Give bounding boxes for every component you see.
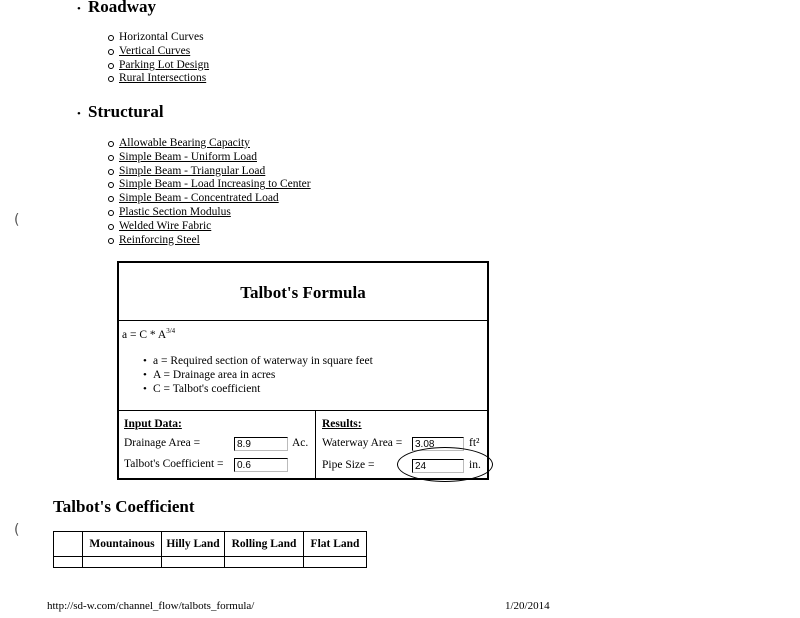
waterway-area-output: 3.08: [412, 437, 464, 451]
list-item[interactable]: [108, 151, 311, 165]
footer-date: 1/20/2014: [505, 600, 550, 612]
list-item[interactable]: [108, 192, 311, 206]
table-cell: [54, 557, 83, 568]
structural-list: [108, 137, 311, 247]
pipe-size-unit: in.: [469, 459, 481, 471]
bullet-icon: [108, 169, 114, 175]
column-header: [54, 532, 83, 557]
column-header: Rolling Land: [225, 532, 304, 557]
talbot-coefficient-input[interactable]: 0.6: [234, 458, 288, 472]
roadway-heading: Roadway: [88, 0, 157, 16]
list-item[interactable]: [108, 220, 311, 234]
drainage-area-label: Drainage Area =: [124, 437, 201, 449]
list-link[interactable]: Parking Lot Design: [119, 58, 210, 71]
table-cell: [304, 557, 367, 568]
bullet-icon: [108, 182, 114, 188]
list-link[interactable]: Welded Wire Fabric: [119, 219, 212, 232]
bullet-icon: [108, 238, 114, 244]
column-header: Flat Land: [304, 532, 367, 557]
bullet-icon: [108, 63, 114, 69]
drainage-area-input[interactable]: 8.9: [234, 437, 288, 451]
table-cell: [225, 557, 304, 568]
list-item[interactable]: [108, 45, 209, 59]
list-link[interactable]: Allowable Bearing Capacity: [119, 137, 250, 149]
bullet-icon: [108, 155, 114, 161]
footer-url: http://sd-w.com/channel_flow/talbots_formula/: [47, 600, 255, 612]
list-link[interactable]: Simple Beam - Triangular Load: [119, 164, 266, 177]
calculator-title: Talbot's Formula: [240, 283, 366, 302]
waterway-area-unit: ft²: [469, 437, 480, 449]
section-bullet: •: [77, 108, 81, 120]
formula-base: a = C * A: [122, 328, 167, 341]
talbot-coefficient-label: Talbot's Coefficient =: [124, 458, 224, 470]
bullet-icon: [108, 141, 114, 147]
coefficient-table: [53, 531, 367, 568]
divider: [119, 410, 487, 411]
bullet-icon: [108, 49, 114, 55]
bullet-icon: [108, 76, 114, 82]
bullet-icon: [108, 210, 114, 216]
divider: [315, 411, 316, 478]
scan-mark: (: [14, 212, 20, 228]
list-link[interactable]: Simple Beam - Concentrated Load: [119, 192, 279, 205]
scan-mark: (: [14, 522, 20, 538]
input-heading: Input Data:: [124, 418, 182, 430]
list-item[interactable]: [108, 206, 311, 220]
list-label: Horizontal Curves: [119, 31, 204, 43]
definitions-list: [143, 354, 373, 396]
results-heading: Results:: [322, 418, 362, 430]
list-item: [108, 31, 209, 45]
drainage-area-unit: Ac.: [292, 437, 309, 449]
list-item[interactable]: [108, 178, 311, 192]
list-item[interactable]: [108, 234, 311, 248]
structural-heading: Structural: [88, 102, 164, 121]
coefficient-heading: Talbot's Coefficient: [53, 497, 195, 516]
formula: [122, 327, 175, 341]
bullet-icon: [108, 35, 114, 41]
roadway-list: [108, 31, 209, 86]
definition-item: • C = Talbot's coefficient: [143, 382, 373, 396]
list-item[interactable]: [108, 137, 311, 151]
list-link[interactable]: Plastic Section Modulus: [119, 205, 231, 218]
bullet-icon: [108, 196, 114, 202]
list-item[interactable]: [108, 72, 209, 86]
list-link[interactable]: Rural Intersections: [119, 72, 207, 85]
pipe-size-label: Pipe Size =: [322, 459, 375, 471]
hand-drawn-circle: [397, 447, 493, 482]
bullet-icon: [108, 224, 114, 230]
waterway-area-label: Waterway Area =: [322, 437, 403, 449]
table-cell: [162, 557, 225, 568]
section-bullet: •: [77, 3, 81, 15]
list-item[interactable]: [108, 165, 311, 179]
divider: [119, 320, 487, 321]
list-link[interactable]: Reinforcing Steel: [119, 233, 200, 246]
definition-item: • A = Drainage area in acres: [143, 368, 373, 382]
list-link[interactable]: Vertical Curves: [119, 44, 191, 57]
list-item[interactable]: [108, 59, 209, 73]
definition-item: • a = Required section of waterway in square feet: [143, 354, 373, 368]
column-header: Hilly Land: [162, 532, 225, 557]
pipe-size-output: 24: [412, 459, 464, 473]
column-header: Mountainous: [83, 532, 162, 557]
table-cell: [83, 557, 162, 568]
list-link[interactable]: Simple Beam - Uniform Load: [119, 150, 257, 163]
formula-exponent: 3/4: [166, 327, 176, 335]
list-link[interactable]: Simple Beam - Load Increasing to Center: [119, 178, 311, 191]
